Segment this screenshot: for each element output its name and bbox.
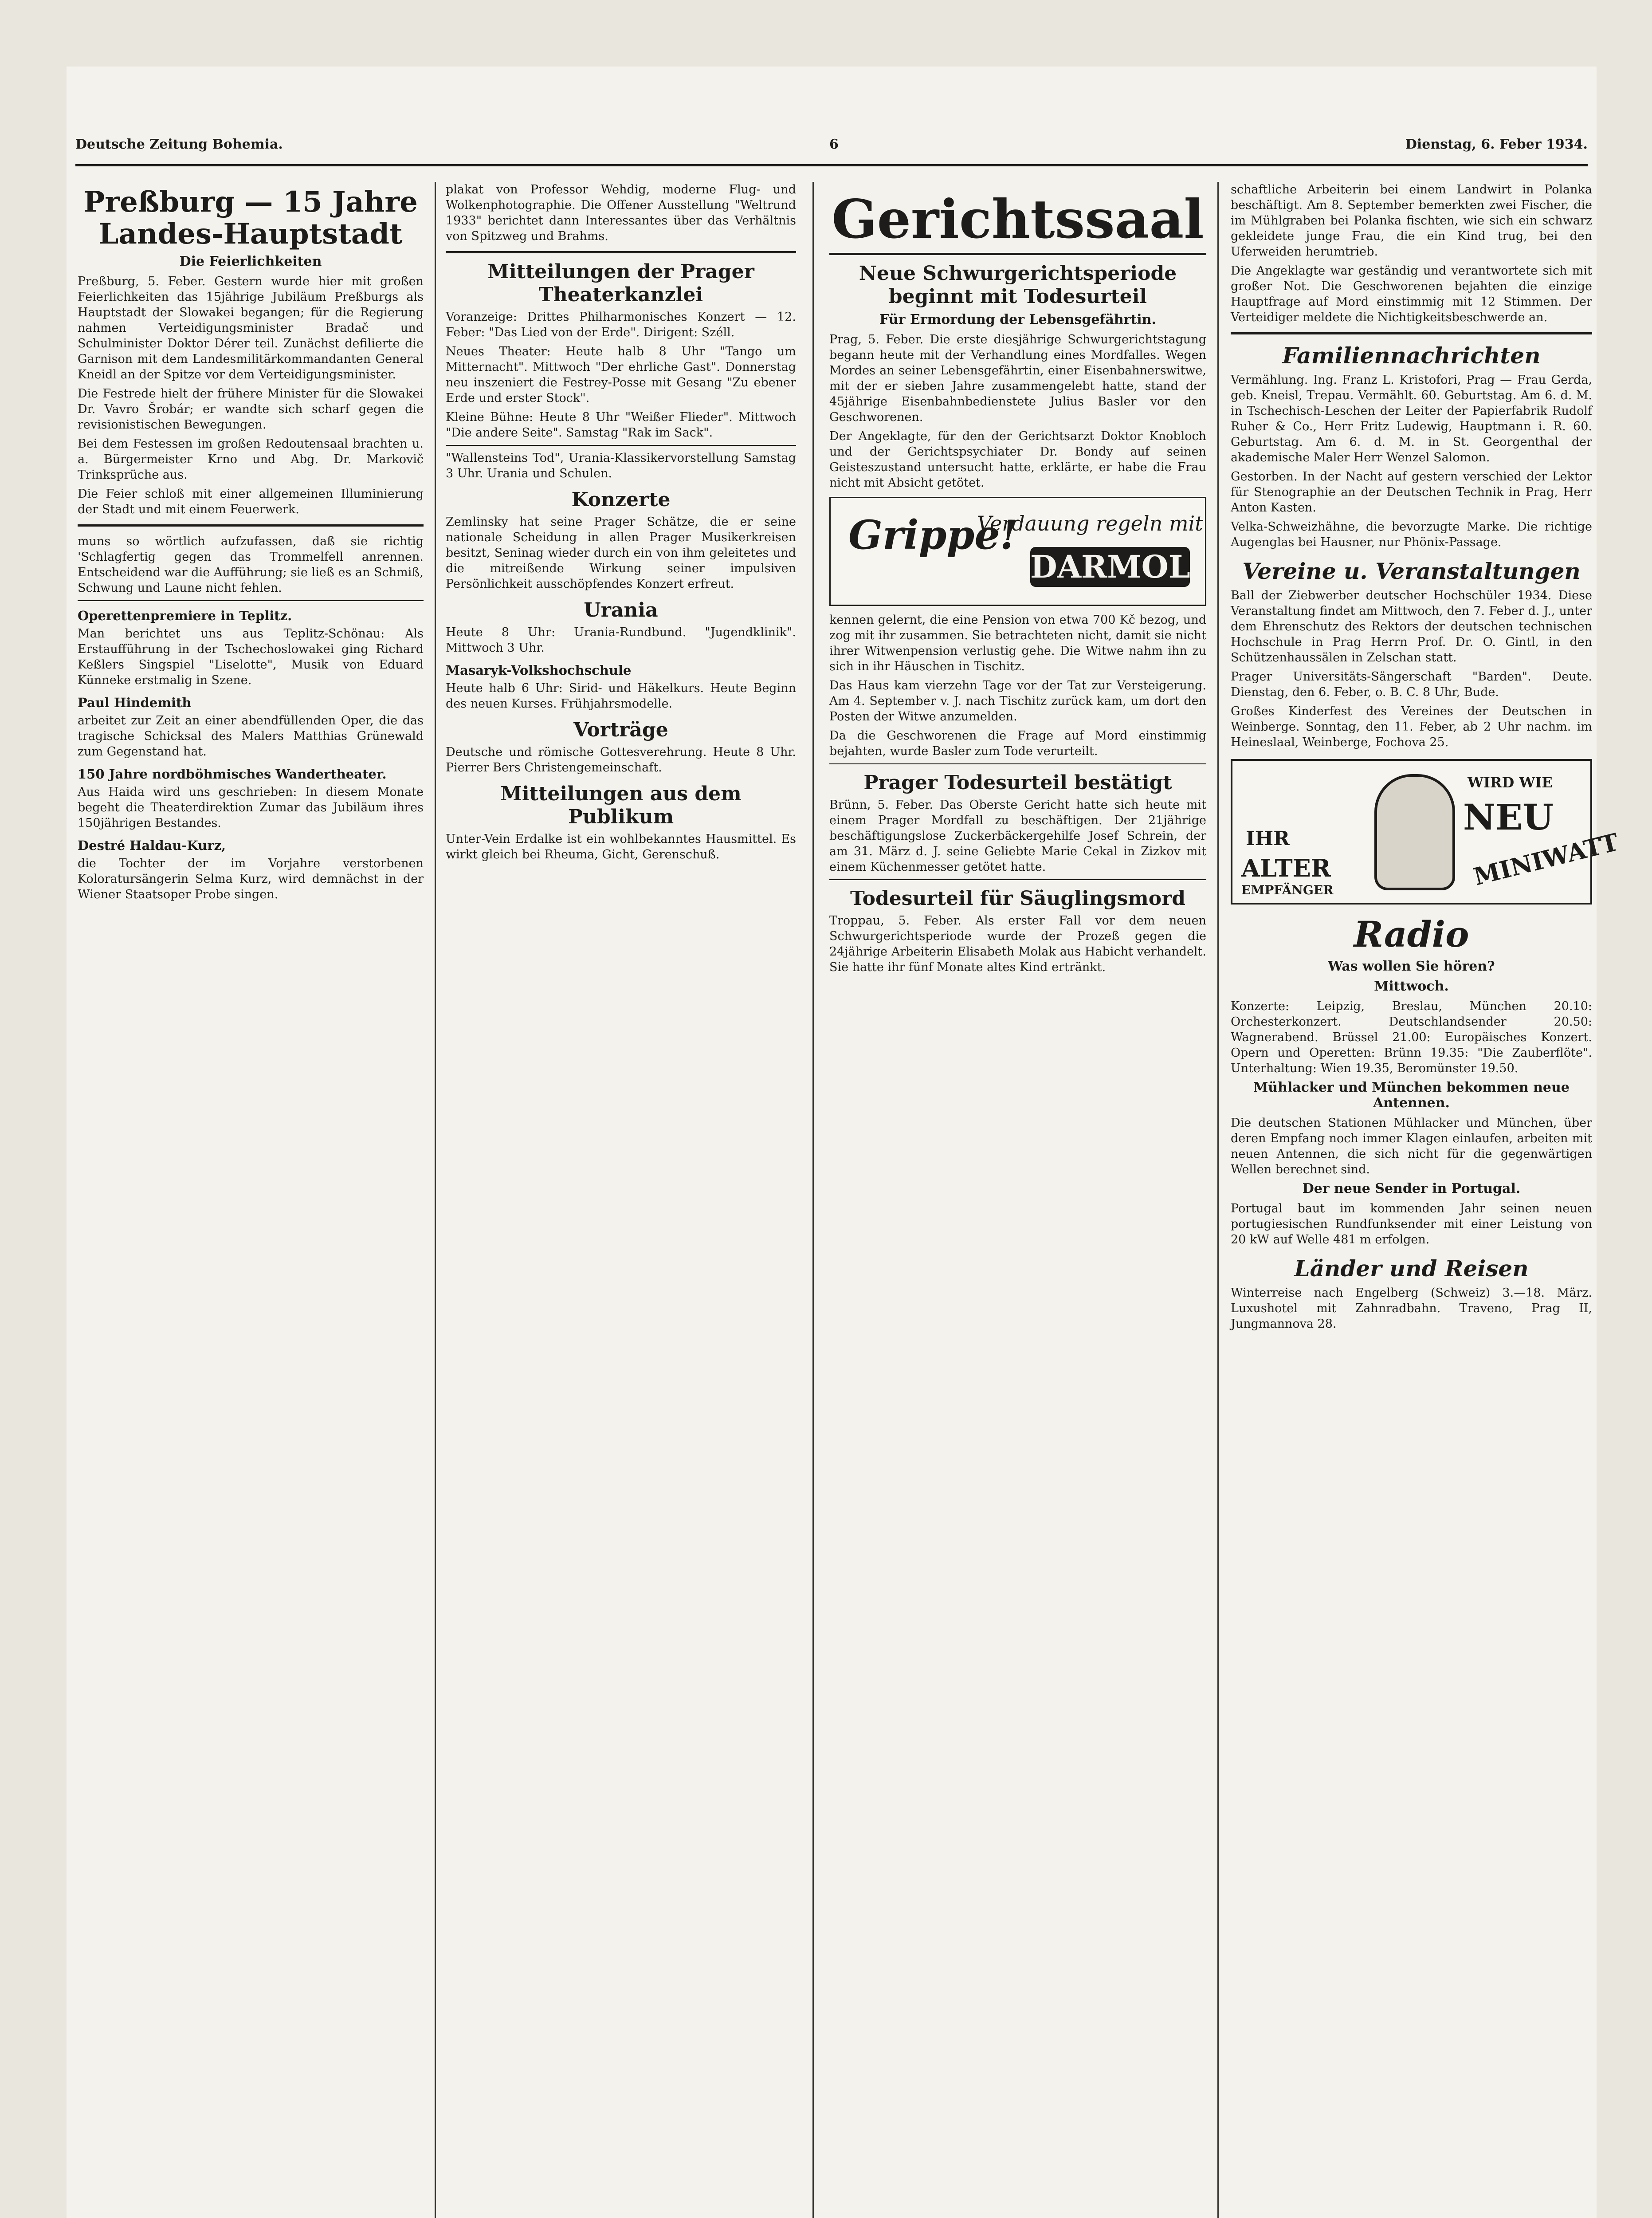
column-3 [829,182,1206,2218]
article-paragraph: Zemlinsky hat seine Prager Schätze, die er seine nationale Scheidung in allen Prager Musikerkreisen besitzt, Seninag wieder durch ein von ihm geleitetes und die mitreißende Wirkung seiner impulsiven Persönlichkeit ausschöpfendes Konzert erfreut. [446,515,796,591]
article-subtitle: Für Ermordung der Lebensgefährtin. [879,312,1156,327]
ad-brand-logo: DARMOL [1030,547,1190,587]
section-heading: Mittwoch. [1374,979,1449,994]
section-heading-vereine: Vereine u. Veranstaltungen [1242,558,1581,584]
section-heading: Masaryk-Volkshochschule [446,663,632,678]
article-paragraph: Konzerte: Leipzig, Breslau, München 20.10: Orchesterkonzert. Deutschlandsender 20.50: Wagnerabend. Brüssel 21.00: Europäisches Konzert. Opern und Operetten: Brünn 19.35: "Die Zauberflöte". Unterhaltung: Wien 19.35, Beromünster 19.50. [1231,999,1592,1075]
article-paragraph: Prager Universitäts-Sängerschaft "Barden". Deute. Dienstag, den 6. Feber, o. B. C. 8 Uhr, Bude. [1231,670,1592,699]
section-heading: Mühlacker und München bekommen neue Antennen. [1253,1080,1570,1111]
ad-text: EMPFÄNGER [1241,883,1334,897]
article-paragraph: Die Festrede hielt der frühere Minister für die Slowakei Dr. Vavro Šrobár; er wandte sich scharf gegen die revisionistischen Bewegungen. [78,387,424,432]
article-paragraph: kennen gelernt, die eine Pension von etwa 700 Kč bezog, und zog mit ihr zusammen. Sie betrachteten nicht, damit sie nicht ihrer Witwenpension verlustig gehe. Die Witwe nahm ihn zu sich in ihr Häuschen in Tischitz. [829,613,1206,673]
column-2 [446,182,796,2218]
section-heading: Was wollen Sie hören? [1328,959,1495,974]
article-paragraph: schaftliche Arbeiterin bei einem Landwirt in Polanka beschäftigt. Am 8. September bemerkten zwei Fischer, die im Mühlgraben bei Polanka fischten, wie sich ein schwarz gekleidete junge Frau, die ein Kind trug, bei den Uferweiden herumtrieb. [1231,183,1592,259]
section-heading: Vorträge [573,719,668,741]
article-paragraph: plakat von Professor Wehdig, moderne Flug- und Wolkenphotographie. Die Offener Ausstellung "Weltrund 1933" berichtet dann Interessantes über das Verhältnis von Spitzweg und Brahms. [446,183,796,243]
header-page-number: 6 [829,137,839,152]
advertisement-darmol [829,497,1206,606]
article-paragraph: Kleine Bühne: Heute 8 Uhr "Weißer Flieder". Mittwoch "Die andere Seite". Samstag "Rak im Sack". [446,410,796,440]
advertisement-miniwatt [1231,759,1622,905]
section-rule [829,763,1206,764]
column-1 [78,182,424,2218]
section-rule [446,251,796,253]
article-paragraph: Deutsche und römische Gottesverehrung. Heute 8 Uhr. Pierrer Bers Christengemeinschaft. [446,745,796,775]
article-paragraph: Heute halb 6 Uhr: Sirid- und Häkelkurs. Heute Beginn des neuen Kurses. Frühjahrsmodelle. [446,681,796,711]
article-title: Neue Schwurgerichtsperiode beginnt mit Todesurteil [859,262,1177,308]
section-heading: Urania [584,599,658,621]
section-heading-familie: Familiennachrichten [1282,342,1541,369]
article-paragraph: Die Angeklagte war geständig und verantwortete sich mit großer Not. Die Geschworenen bejahten die einzige Hauptfrage auf Mord einstimmig mit 12 Stimmen. Der Verteidiger meldete die Nichtigkeitsbeschwerde an. [1231,264,1592,324]
ad-headline: NEU [1463,796,1554,838]
article-title: Todesurteil für Säuglingsmord [850,887,1186,910]
radio-tube-icon [1374,774,1455,890]
section-heading: 150 Jahre nordböhmisches Wandertheater. [78,767,387,782]
column-divider [435,182,436,2218]
ad-text: IHR [1246,827,1290,850]
article-paragraph: Heute 8 Uhr: Urania-Rundbund. "Jugendklinik". Mittwoch 3 Uhr. [446,625,796,655]
article-paragraph: Aus Haida wird uns geschrieben: In diesem Monate begeht die Theaterdirektion Zumar das Jubiläum ihres 150jährigen Bestandes. [78,785,424,830]
ad-headline: Grippe! [848,511,1018,558]
newspaper-page [67,67,1622,2218]
column-4 [1231,182,1622,2218]
column-divider [1217,182,1219,2218]
section-heading: Konzerte [571,488,671,511]
article-paragraph: Ball der Ziebwerber deutscher Hochschüler 1934. Diese Veranstaltung findet am Mittwoch, den 7. Feber d. J., unter dem Ehrenschutz des Rektors der deutschen technischen Hochschule in Prag Herrn Prof. Dr. O. Gintl, in den Schützenhaussälen in Zelschan statt. [1231,589,1592,665]
ad-text: WIRD WIE [1468,774,1553,791]
section-rule [446,445,796,446]
article-paragraph: Man berichtet uns aus Teplitz-Schönau: Als Erstaufführung in der Tschechoslowakei ging Richard Keßlers Singspiel "Liselotte", Musik von Eduard Künneke erstmalig in Szene. [78,627,424,687]
section-rule [78,600,424,601]
section-rule [78,524,424,527]
article-paragraph: Vermählung. Ing. Franz L. Kristofori, Prag — Frau Gerda, geb. Kneisl, Trepau. Vermählt. 60. Geburtstag. Am 6. d. M. in Tschechisch-Leschen der Leiter der Papierfabrik Rudolf Ruher & Co., Herr Fritz Ludewig, Hauptmann i. R. 60. Geburtstag. Am 6. d. M. in St. Georgenthal der akademische Maler Herr Wenzel Salomon. [1231,373,1592,464]
header-date: Dienstag, 6. Feber 1934. [1405,137,1588,152]
article-paragraph: Velka-Schweizhähne, die bevorzugte Marke. Die richtige Augenglas bei Hausner, nur Phönix-Passage. [1231,520,1592,549]
ad-brand-logo: MINIWATT [1471,827,1622,891]
article-subtitle: Die Feierlichkeiten [179,254,322,269]
article-paragraph: Winterreise nach Engelberg (Schweiz) 3.—18. März. Luxushotel mit Zahnradbahn. Traveno, Prag II, Jungmannova 28. [1231,1286,1592,1331]
section-rule [829,879,1206,880]
section-heading: Mitteilungen der Prager Theaterkanzlei [487,260,754,306]
page-header [75,133,1588,166]
header-paper-name: Deutsche Zeitung Bohemia. [75,137,283,152]
article-paragraph: Das Haus kam vierzehn Tage vor der Tat zur Versteigerung. Am 4. September v. J. nach Tischitz zurück kam, um dort den Posten der Witwe anzumelden. [829,679,1206,724]
article-paragraph: Troppau, 5. Feber. Als erster Fall vor dem neuen Schwurgerichtsperiode wurde der Prozeß gegen die 24jährige Arbeiterin Elisabeth Molak aus Habicht verhandelt. Sie hatte ihr fünf Monate altes Kind ertränkt. [829,914,1206,974]
article-paragraph: Prag, 5. Feber. Die erste diesjährige Schwurgerichtstagung begann heute mit der Verhandlung eines Mordfalles. Wegen Mordes an seiner Lebensgefährtin, einer Eisenbahnerswitwe, mit der er sieben Jahre zusammengelebt hatte, stand der 45jährige Eisenbahnbedienstete Julius Basler vor den Geschworenen. [829,333,1206,424]
article-paragraph: Die deutschen Stationen Mühlacker und München, über deren Empfang noch immer Klagen einlaufen, arbeiten mit neuen Antennen, die sich nicht für die gegenwärtigen Wellen berechnet sind. [1231,1116,1592,1176]
article-title-pressburg: Preßburg — 15 Jahre Landes-Hauptstadt [83,185,418,251]
article-paragraph: Der Angeklagte, für den der Gerichtsarzt Doktor Knobloch und der Gerichtspsychiater Dr. Bondy auf seinen Geisteszustand untersucht hatte, erklärte, er habe die Frau nicht mit Absicht getötet. [829,429,1206,490]
article-paragraph: Preßburg, 5. Feber. Gestern wurde hier mit großen Feierlichkeiten das 15jährige Jubiläum Preßburgs als Hauptstadt der Slowakei begangen; für die Regierung nahmen Verteidigungsminister Bradač und Schulminister Doktor Dérer teil. Zunächst defilierte die Garnison mit dem Landesmilitärkommandanten General Kneidl an der Spitze vor dem Verteidigungsminister. [78,275,424,381]
article-paragraph: Portugal baut im kommenden Jahr seinen neuen portugiesischen Rundfunksender mit einer Leistung von 20 kW auf Welle 481 m erfolgen. [1231,1202,1592,1247]
section-heading: Der neue Sender in Portugal. [1302,1181,1521,1196]
section-rule [1231,332,1592,334]
article-paragraph: Gestorben. In der Nacht auf gestern verschied der Lektor für Stenographie an der Deutschen Technik in Prag, Herr Anton Kasten. [1231,470,1592,515]
article-paragraph: die Tochter der im Vorjahre verstorbenen Koloratursängerin Selma Kurz, wird demnächst in der Wiener Staatsoper Probe singen. [78,857,424,901]
section-heading: Destré Haldau-Kurz, [78,838,226,853]
section-heading: Mitteilungen aus dem Publikum [500,783,742,828]
column-divider [812,182,814,2218]
article-paragraph: Neues Theater: Heute halb 8 Uhr "Tango um Mitternacht". Mittwoch "Der ehrliche Gast". Donnerstag neu inszeniert die Festrey-Posse mit Gesang "Zu ebener Erde und erster Stock". [446,345,796,405]
article-paragraph: Unter-Vein Erdalke ist ein wohlbekanntes Hausmittel. Es wirkt gleich bei Rheuma, Gicht, Gerenschuß. [446,832,796,861]
section-heading-radio: Radio [1354,913,1469,955]
article-paragraph: muns so wörtlich aufzufassen, daß sie richtig 'Schlagfertig gegen das Trommelfell anrennen. Entscheidend war die Aufführung; sie ließ es an Schmiß, Schwung und Laune nicht fehlen. [78,535,424,595]
article-paragraph: Bei dem Festessen im großen Redoutensaal brachten u. a. Bürgermeister Krno und Abg. Dr. Markovič Trinksprüche aus. [78,437,424,482]
section-masthead-gerichtssaal: Gerichtssaal [829,186,1206,255]
section-heading-laender: Länder und Reisen [1294,1255,1529,1282]
article-paragraph: Großes Kinderfest des Vereines der Deutschen in Weinberge. Sonntag, den 11. Feber, ab 2 Uhr nachm. im Heineslaal, Weinberge, Fochova 25. [1231,704,1592,749]
section-heading: Operettenpremiere in Teplitz. [78,608,292,623]
article-paragraph: Voranzeige: Drittes Philharmonisches Konzert — 12. Feber: "Das Lied von der Erde". Dirigent: Széll. [446,310,796,339]
article-paragraph: Die Feier schloß mit einer allgemeinen Illuminierung der Stadt und mit einem Feuerwerk. [78,487,424,516]
section-heading: Paul Hindemith [78,695,192,710]
article-title: Prager Todesurteil bestätigt [863,771,1172,794]
ad-tagline: Verdauung regeln mit [977,511,1203,535]
article-paragraph: "Wallensteins Tod", Urania-Klassikervorstellung Samstag 3 Uhr. Urania und Schulen. [446,451,796,480]
article-paragraph: Brünn, 5. Feber. Das Oberste Gericht hatte sich heute mit einem Prager Mordfall zu beschäftigen. Der 21jährige beschäftigungslose Zuckerbäckergehilfe Josef Schrein, der am 31. März d. J. seine Geliebte Marie Cekal in Zizkov mit einem Küchenmesser getötet hatte. [829,798,1206,874]
article-paragraph: arbeitet zur Zeit an einer abendfüllenden Oper, die das tragische Schicksal des Malers Matthias Grünewald zum Gegenstand hat. [78,714,424,759]
article-paragraph: Da die Geschworenen die Frage auf Mord einstimmig bejahten, wurde Basler zum Tode verurteilt. [829,729,1206,758]
ad-text: ALTER [1241,854,1331,882]
